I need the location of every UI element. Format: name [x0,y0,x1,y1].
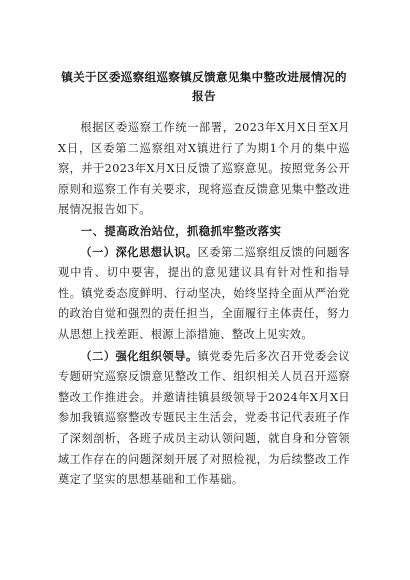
item-lead-2: （二）强化组织领导。 [80,348,198,363]
item-body-1: 区委第二巡察组反馈的问题客观中肯、切中要害，提出的意见建议具有针对性和指导性。镇党委态度鲜明、行动坚决，始终坚持全面从严治党的政治自觉和强烈的责任担当，全面履行主体责任，努力从思想上找差距、根源上添措施、整改上见实效。 [58,245,350,341]
item-paragraph-1 [58,242,350,346]
section-heading: 一、提高政治站位，抓稳抓牢整改落实 [80,223,282,238]
item-lead-1: （一）深化思想认识。 [80,244,198,259]
item-body-2: 镇党委先后多次召开党委会议专题研究巡察反馈意见整改工作、组织相关人员召开巡察整改工作推进会。并邀请挂镇县级领导于2024年X月X日参加我镇巡察整改专题民主生活会，党委书记代表班子作了深刻剖析，各班子成员主动认领问题，就自身和分管领域工作存在的问题深刻开展了对照检视，为后续整改工作奠定了坚实的思想基础和工作基础。 [58,349,350,487]
document-title: 镇关于区委巡察组巡察镇反馈意见集中整改进展情况的报告 [61,70,347,103]
intro-paragraph: 根据区委巡察工作统一部署，2023年X月X日至X月X日，区委第二巡察组对X镇进行了为期1个月的集中巡察，并于2023年X月X日反馈了巡察意见。按照党务公开原则和巡察工作有关要求，现将巡查反馈意见集中整改进展情况报告如下。 [58,121,350,217]
item-paragraph-2 [58,346,350,491]
